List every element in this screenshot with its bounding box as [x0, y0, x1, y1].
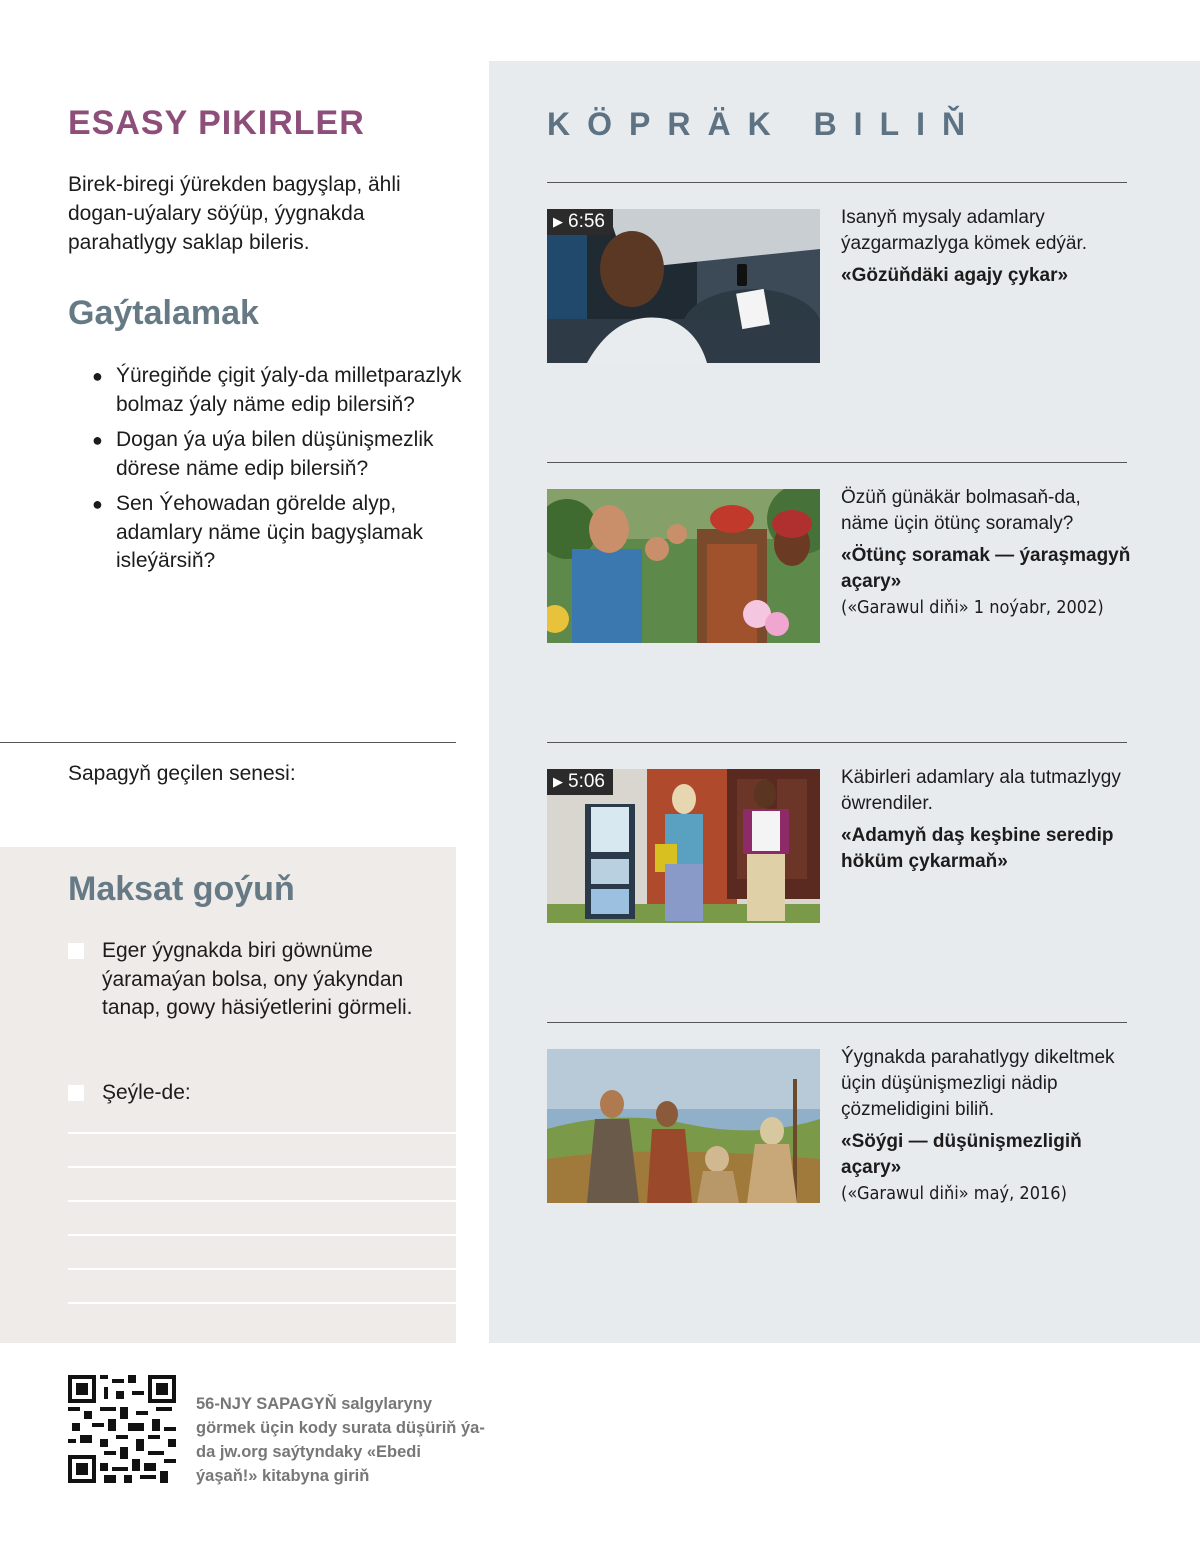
lesson-date-label: Sapagyň geçilen senesi: — [68, 762, 296, 785]
card-link[interactable]: «Ötünç soramak — ýaraşmagyň açary» — [841, 545, 1131, 592]
review-item — [92, 490, 462, 576]
card-link[interactable]: «Adamyň daş keşbine seredip höküm çykarmaň» — [841, 825, 1114, 872]
card-divider — [547, 182, 1127, 183]
article-thumbnail[interactable] — [547, 489, 820, 643]
learn-more-title: KÖPRÄK BILIŇ — [547, 106, 983, 142]
card-text — [841, 1045, 1131, 1207]
video-duration: ▶ 5:06 — [547, 769, 613, 795]
checkbox-icon[interactable] — [68, 943, 84, 959]
card-link[interactable]: «Söýgi — düşünişmezligiň açary» — [841, 1131, 1082, 1178]
play-icon: ▶ — [553, 214, 563, 229]
card-description: Isanyň mysaly adamlary ýazgarmazlyga kömek edýär. — [841, 207, 1088, 254]
key-points-text: Birek-biregi ýürekden bagyşlap, ähli dogan-uýalary söýüp, ýygnakda parahatlygy saklap bileris. — [68, 173, 401, 254]
review-item-text: Sen Ýehowadan görelde alyp, adamlary näme üçin bagyşlamak isleýärsiň? — [116, 492, 423, 572]
article-image — [547, 1049, 820, 1203]
write-line[interactable] — [68, 1132, 456, 1134]
goal-title: Maksat goýuň — [68, 870, 295, 908]
key-points-title: ESASY PIKIRLER — [68, 104, 365, 142]
review-list — [92, 362, 462, 583]
bullet-icon: ● — [92, 430, 103, 450]
card-divider — [547, 462, 1127, 463]
review-item-text: Ýüregiňde çigit ýaly-da milletparazlyk bolmaz ýaly näme edip bilersiň? — [116, 364, 462, 416]
write-line[interactable] — [68, 1234, 456, 1236]
bullet-icon: ● — [92, 494, 103, 514]
write-line[interactable] — [68, 1200, 456, 1202]
video-thumbnail[interactable] — [547, 209, 820, 363]
article-image — [547, 489, 820, 643]
video-thumbnail[interactable] — [547, 769, 820, 923]
qr-code-image — [68, 1375, 176, 1483]
review-item — [92, 362, 462, 419]
review-item — [92, 426, 462, 483]
bullet-icon: ● — [92, 366, 103, 386]
goal-item — [68, 1079, 418, 1108]
write-line[interactable] — [68, 1302, 456, 1304]
play-icon: ▶ — [553, 774, 563, 789]
footer-text: 56-NJY SAPAGYŇ salgylaryny görmek üçin kody surata düşüriň ýa-da jw.org saýtyndaky «Ebedi ýaşaň!» kitabyna giriň — [196, 1395, 485, 1485]
goal-item-text: Şeýle-de: — [102, 1081, 191, 1104]
card-divider — [547, 1022, 1127, 1023]
card-description: Ýygnakda parahatlygy dikeltmek üçin düşünişmezligi nädip çözmelidigini biliň. — [841, 1047, 1115, 1120]
review-item-text: Dogan ýa uýa bilen düşünişmezlik dörese näme edip bilersiň? — [116, 428, 434, 480]
write-line[interactable] — [68, 1268, 456, 1270]
checkbox-icon[interactable] — [68, 1085, 84, 1101]
video-duration: ▶ 6:56 — [547, 209, 613, 235]
goal-item-text: Eger ýygnakda biri göwnüme ýaramaýan bolsa, ony ýakyndan tanap, gowy häsiýetlerini görmeli. — [102, 939, 413, 1019]
card-text — [841, 205, 1131, 289]
card-description: Özüň günäkär bolmasaň-da, näme üçin ötünç soramaly? — [841, 487, 1081, 534]
card-source: («Garawul diňi» 1 noýabr, 2002) — [841, 597, 1104, 618]
card-text — [841, 765, 1131, 875]
review-title: Gaýtalamak — [68, 294, 259, 332]
write-line[interactable] — [68, 1166, 456, 1168]
card-source: («Garawul diňi» maý, 2016) — [841, 1183, 1067, 1204]
card-link[interactable]: «Gözüňdäki agajy çykar» — [841, 265, 1069, 286]
date-divider — [0, 742, 456, 743]
card-text — [841, 485, 1131, 621]
qr-code[interactable] — [68, 1375, 176, 1483]
article-thumbnail[interactable] — [547, 1049, 820, 1203]
card-divider — [547, 742, 1127, 743]
goal-item — [68, 937, 418, 1023]
card-description: Käbirleri adamlary ala tutmazlygy öwrendiler. — [841, 767, 1121, 814]
